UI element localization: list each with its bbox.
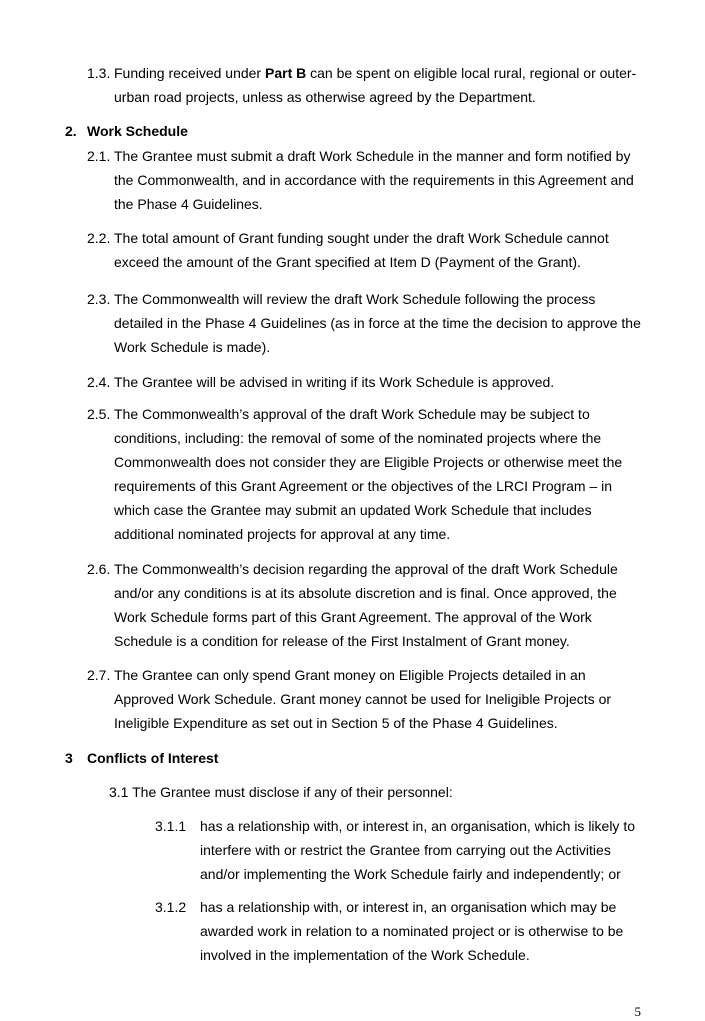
clause-text: The Grantee will be advised in writing if its Work Schedule is approved. <box>114 374 555 390</box>
section-title: Conflicts of Interest <box>87 750 219 766</box>
section-heading-3 <box>65 746 218 770</box>
clause-2-3 <box>87 287 647 359</box>
clause-number: 2.4. <box>87 374 111 390</box>
clause-text <box>87 61 647 109</box>
clause-text: The Commonwealth will review the draft Work Schedule following the process detailed in the Phase 4 Guidelines (as in force at the time the decision to approve the Work Schedule is made). <box>114 291 641 355</box>
clause-text-part: Funding received under <box>114 65 265 81</box>
clause-2-4 <box>87 370 647 394</box>
clause-1-3 <box>87 61 647 109</box>
clause-text-bold: Part B <box>265 65 307 81</box>
clause-number: 2.6. <box>87 561 111 577</box>
clause-number: 1.3. <box>87 65 111 81</box>
clause-2-6 <box>87 557 647 653</box>
clause-3-1-2 <box>155 895 647 967</box>
clause-text: The Grantee can only spend Grant money on Eligible Projects detailed in an Approved Work Schedule. Grant money cannot be used for Ineligible Projects or Ineligible Expenditure as set out in Section 5 of the Phase 4 Guidelines. <box>114 667 612 731</box>
clause-3-1 <box>109 780 649 804</box>
clause-2-5 <box>87 402 647 546</box>
clause-text: The Commonwealth’s approval of the draft Work Schedule may be subject to conditions, including: the removal of some of the nominated projects where the Commonwealth does not consider they are Eligible Projects or otherwise meet the requirements of this Grant Agreement or the objectives of the LRCI Program – in which case the Grantee may submit an updated Work Schedule that includes additional nominated projects for approval at any time. <box>114 406 623 542</box>
clause-2-1 <box>87 144 647 216</box>
clause-number: 2.1. <box>87 148 111 164</box>
section-title: Work Schedule <box>87 123 188 139</box>
clause-number: 3.1.2 <box>155 899 187 915</box>
clause-number: 3.1 <box>109 784 129 800</box>
section-heading-2 <box>65 119 188 143</box>
section-number: 2. <box>65 123 77 139</box>
clause-text: has a relationship with, or interest in, an organisation, which is likely to interfere with or restrict the Grantee from carrying out the Activities and/or implementing the Work Schedule fairly and independently; or <box>200 818 635 882</box>
clause-text: The Commonwealth’s decision regarding the approval of the draft Work Schedule and/or any conditions is at its absolute discretion and is final. Once approved, the Work Schedule forms part of this Grant Agreement. The approval of the Work Schedule is a condition for release of the First Instalment of Grant money. <box>114 561 618 649</box>
clause-number: 2.3. <box>87 291 111 307</box>
clause-text: has a relationship with, or interest in, an organisation which may be awarded work in relation to a nominated project or is otherwise to be involved in the implementation of the Work Schedule. <box>200 899 624 963</box>
clause-3-1-1 <box>155 814 647 886</box>
page-number: 5 <box>634 1004 641 1019</box>
clause-text: The Grantee must disclose if any of their personnel: <box>132 784 453 800</box>
clause-number: 2.7. <box>87 667 111 683</box>
clause-number: 2.2. <box>87 230 111 246</box>
clause-2-2 <box>87 226 647 274</box>
section-number: 3 <box>65 750 73 766</box>
clause-text: The total amount of Grant funding sought under the draft Work Schedule cannot exceed the amount of the Grant specified at Item D (Payment of the Grant). <box>114 230 609 270</box>
clause-text-part: can be spent on eligible local rural, regional or outer-urban road projects, unless as otherwise agreed by the Department. <box>114 65 637 105</box>
clause-2-7 <box>87 663 647 735</box>
clause-number: 2.5. <box>87 406 111 422</box>
clause-number: 3.1.1 <box>155 818 187 834</box>
clause-text: The Grantee must submit a draft Work Schedule in the manner and form notified by the Commonwealth, and in accordance with the requirements in this Agreement and the Phase 4 Guidelines. <box>114 148 634 212</box>
